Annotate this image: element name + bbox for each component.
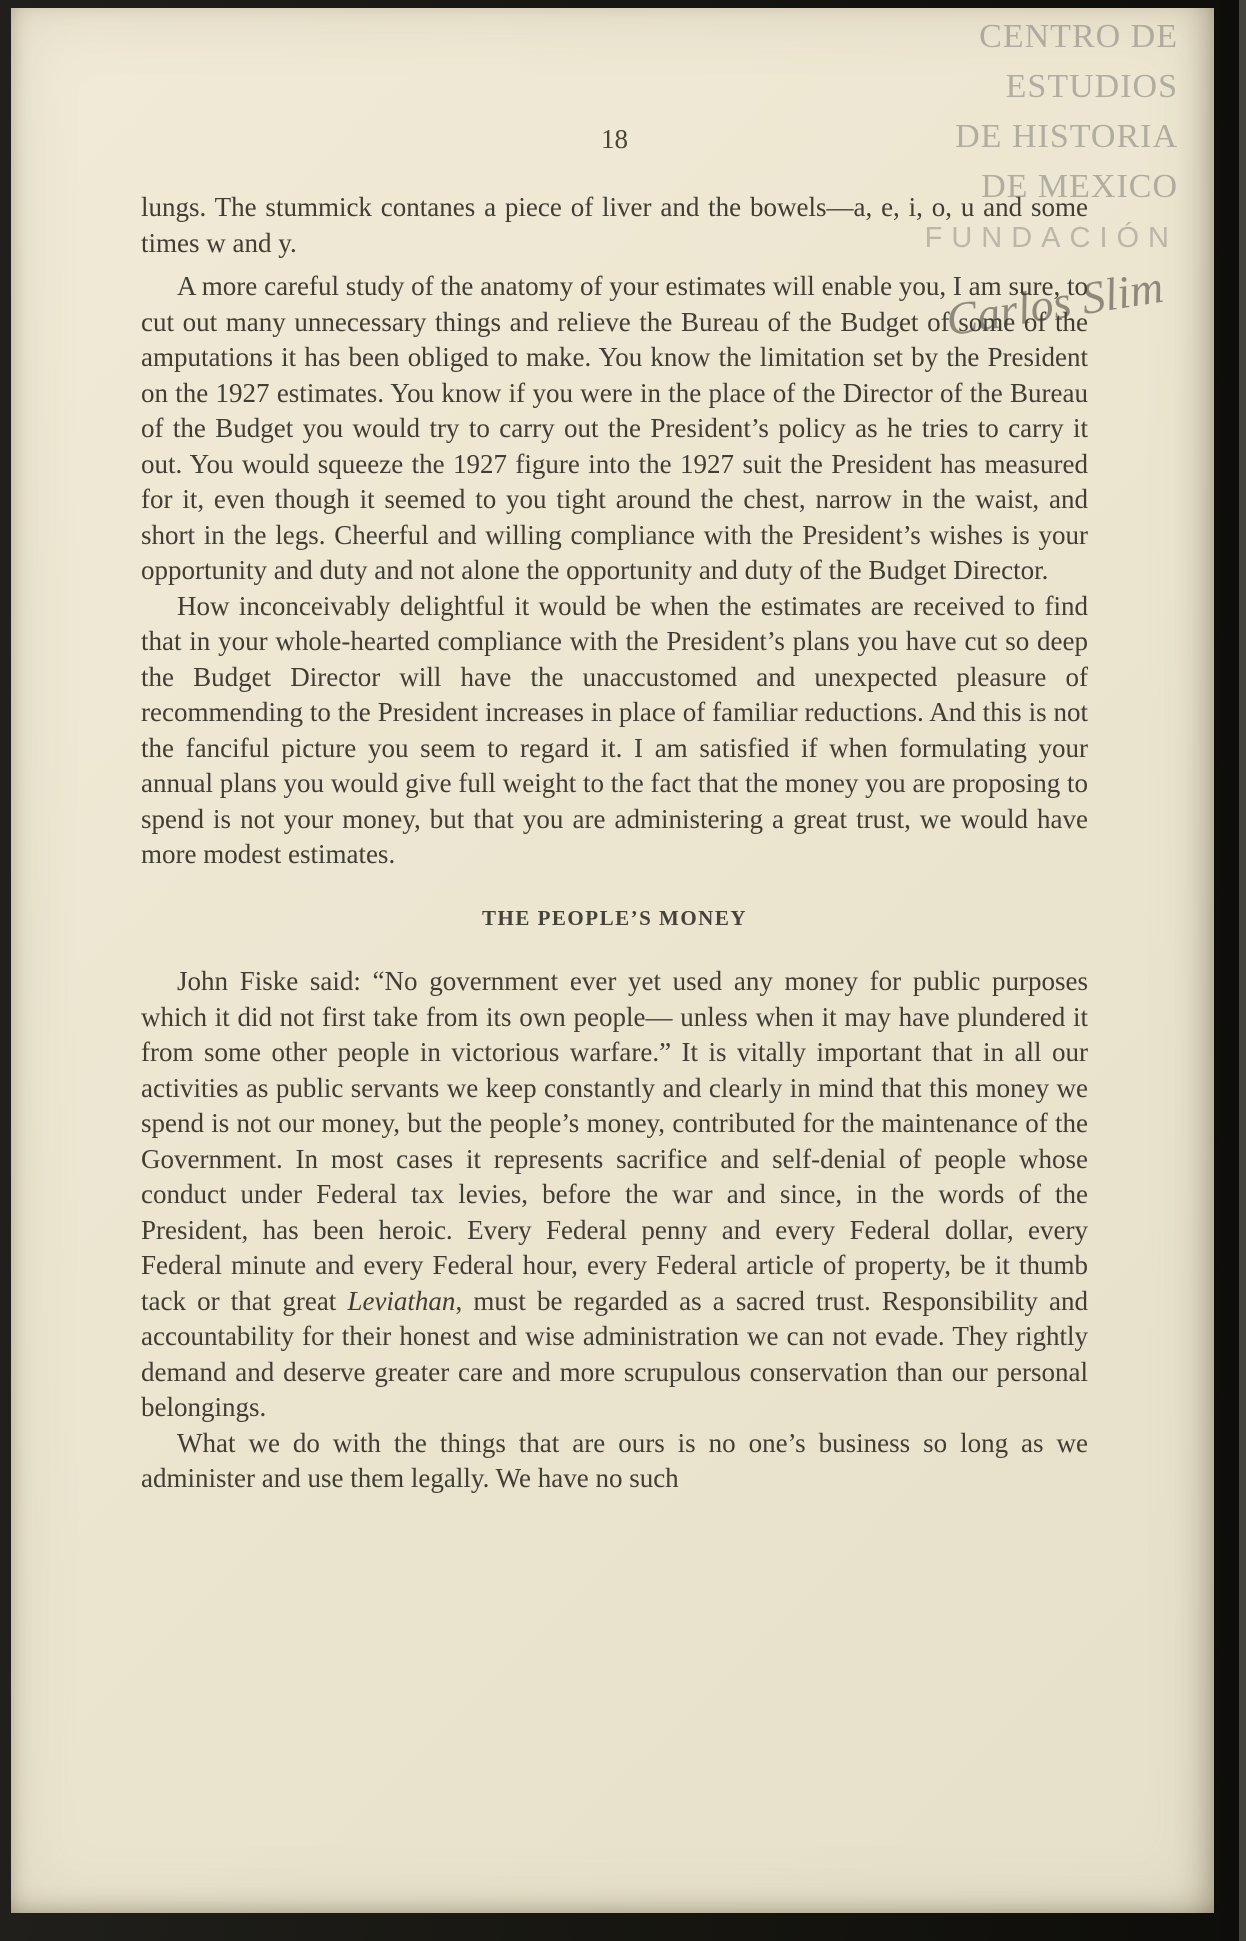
watermark-foundation: FUNDACIÓN (924, 222, 1178, 254)
paragraph: What we do with the things that are ours is no one’s business so long as we administer and use them legally. We have no such (141, 1427, 1088, 1493)
italic-term: Leviathan (347, 1285, 456, 1316)
scan-edge (1239, 0, 1246, 1941)
continuation-paragraph: lungs. The stummick contanes a piece of liver and the bowels—a, e, i, o, u and some times w and y. (141, 192, 1088, 258)
watermark-signature: Carlos Slim (942, 260, 1167, 346)
page-number: 18 (601, 124, 628, 154)
paragraph: How inconceivably delightful it would be when the estimates are received to find that in your whole-hearted compliance with the President’s plans you have cut so deep the Budget Director will have the unaccustomed and unexpected pleasure of recommending to the President increases in place of familiar reductions. And this is not the fanciful picture you seem to regard it. I am satisfied if when formulating your annual plans you would give full weight to the fact that the money you are proposing to spend is not your money, but that you are administering a great trust, we would have more modest estimates. (141, 590, 1088, 869)
watermark-lines (925, 12, 1178, 212)
paper (11, 8, 1214, 1913)
watermark-line: ESTUDIOS (1005, 68, 1178, 105)
section-heading: THE PEOPLE’S MONEY (481, 905, 748, 930)
watermark-line: DE HISTORIA (955, 118, 1178, 155)
body-text (141, 190, 1088, 1497)
paragraph: A more careful study of the anatomy of your estimates will enable you, I am sure, to cut out many unnecessary things and relieve the Bureau of the Budget of some of the amputations it has been obliged to make. You know the limitation set by the President on the 1927 estimates. You know if you were in the place of the Director of the Bureau of the Budget you would try to carry out the President’s policy as he tries to carry it out. You would squeeze the 1927 figure into the 1927 suit the President has measured for it, even though it seemed to you tight around the chest, narrow in the waist, and short in the legs. Cheerful and willing compliance with the President’s wishes is your opportunity and duty and not alone the opportunity and duty of the Budget Director. (141, 271, 1088, 585)
watermark-line: CENTRO DE (979, 18, 1178, 55)
paragraph: John Fiske said: “No government ever yet used any money for public purposes which it did not first take from its own people— unless when it may have plundered it from some other people in victorious warfare.” It is vitally important that in all our activities as public servants we keep constantly and clearly in mind that this money we spend is not our money, but the people’s money, contributed for the maintenance of the Government. In most cases it represents sacrifice and self-denial of people whose conduct under Federal tax levies, before the war and since, in the words of the President, has been heroic. Every Federal penny and every Federal dollar, every Federal minute and every Federal hour, every Federal article of property, be it thumb tack or that great Leviathan, must be regarded as a sacred trust. Responsibility and accountability for their honest and wise administration we can not evade. They rightly demand and deserve greater care and more scrupulous conservation than our personal belongings. (141, 966, 1088, 1422)
watermark-line: DE MEXICO (981, 168, 1178, 205)
